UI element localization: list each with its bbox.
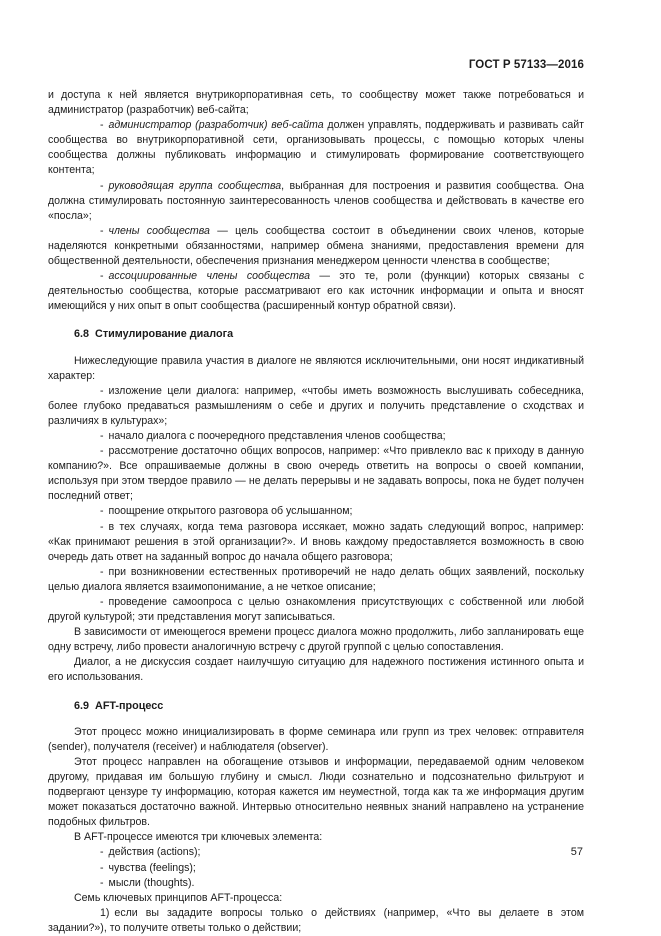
list-item: - руководящая группа сообщества, выбранная для построения и развития сообщества. Она должна стимулировать постоянную заинтересованность членов сообщества и действовать в качестве его «посла»; [48,179,584,222]
list-item: - ассоциированные члены сообщества — это те, роли (функции) которых связаны с деятельностью сообщества, которые рассматривают его как источник информации и опыта и вносят имеющийся у них опыт в опыт сообщества (расширенный контур обратной связи). [48,270,584,313]
paragraph: Нижеследующие правила участия в диалоге не являются исключительными, они носят индикативный характер: [48,354,584,382]
term: администратор (разработчик) веб-сайта [108,119,324,132]
list-item: - чувства (feelings); [100,861,196,874]
list-item: - члены сообщества — цель сообщества состоит в объединении своих членов, которые наделяются конкретными обязанностями, например обмена знаниями, предоставления времени для общественной деятельности, обеспечения признания менеджером ценности членства в сообществе; [48,224,585,268]
section-heading-6-9: 6.9 AFT-процесс [74,699,164,712]
page-number: 57 [570,846,583,858]
list-item: - действия (actions); [100,846,201,859]
paragraph: Этот процесс направлен на обогащение отзывов и информации, передаваемой одним человеком другому, придавая им большую глубину и смысл. Люди сознательно и подсознательно фильтруют и подвергают цензуре ту информацию, которая кажется им неуместной, тогда как та же информация другим может показаться достаточно важной. Интервью относительно неявных знаний направлено на устранение подобных фильтров. [48,755,584,829]
paragraph: В зависимости от имеющегося времени процесс диалога можно продолжить, либо запланировать еще одну встречу, либо провести аналогичную встречу с другой группой с целью сопоставления. [48,626,584,654]
list-item: - в тех случаях, когда тема разговора иссякает, можно задать следующий вопрос, например: «Как принимают решения в этой организации?». И вновь каждому предоставляется возможность в свою очередь дать ответ на заданный вопрос до начала общего разговора; [48,520,584,563]
term: ассоциированные члены сообщества [108,270,310,283]
paragraph: Этот процесс можно инициализировать в форме семинара или групп из трех человек: отправителя (sender), получателя (receiver) и наблюдателя (observer). [48,725,584,753]
list-item: - рассмотрение достаточно общих вопросов, например: «Что привлекло вас к приходу в данную компанию?». Все опрашиваемые должны в свою очередь ответить на вопросы о своей компании, используя при этом твердое правило — не делать перерывы и не задавать вопросы, пока не будет получен последний ответ; [48,445,584,503]
standard-header: ГОСТ Р 57133—2016 [468,59,584,71]
paragraph: Диалог, а не дискуссия создает наилучшую ситуацию для надежного постижения истинного опыта и его использования. [48,656,584,684]
paragraph: В AFT-процессе имеются три ключевых элемента: [74,831,323,844]
list-item: - изложение цели диалога: например, «чтобы иметь возможность выслушивать собеседника, более глубоко предаваться размышлениям о себе и других и получить представление о сходствах и различиях в культурах»; [48,384,584,427]
document-body [48,88,584,936]
term: члены сообщества [108,224,210,237]
list-item: - администратор (разработчик) веб-сайта должен управлять, поддерживать и развивать сайт сообщества во внутрикорпоративной сети, организовывать процессы, с помощью которых члены сообщества должны публиковать информацию и стимулировать формирование соответствующего контента; [48,119,584,177]
paragraph-continuation: и доступа к ней является внутрикорпоративная сеть, то сообществу может также потребоваться и администратор (разработчик) веб-сайта; [48,89,584,117]
paragraph: Семь ключевых принципов AFT-процесса: [74,891,283,904]
section-heading-6-8: 6.8 Стимулирование диалога [74,328,234,341]
numbered-item: 1) если вы зададите вопросы только о действиях (например, «Что вы делаете в этом задании?»), то получите ответы только о действии; [48,906,584,934]
list-item: - мысли (thoughts). [100,876,195,889]
list-item: - при возникновении естественных противоречий не надо делать общих заявлений, поскольку целью диалога является взаимопонимание, а не четкое описание; [48,565,584,593]
list-item: - начало диалога с поочередного представления членов сообщества; [100,429,446,442]
list-item: - проведение самоопроса с целью ознакомления присутствующих с собственной или любой другой культурой; эти представления могут записываться. [48,596,584,624]
list-item: - поощрение открытого разговора об услышанном; [100,505,353,518]
term: руководящая группа сообщества [108,179,282,192]
